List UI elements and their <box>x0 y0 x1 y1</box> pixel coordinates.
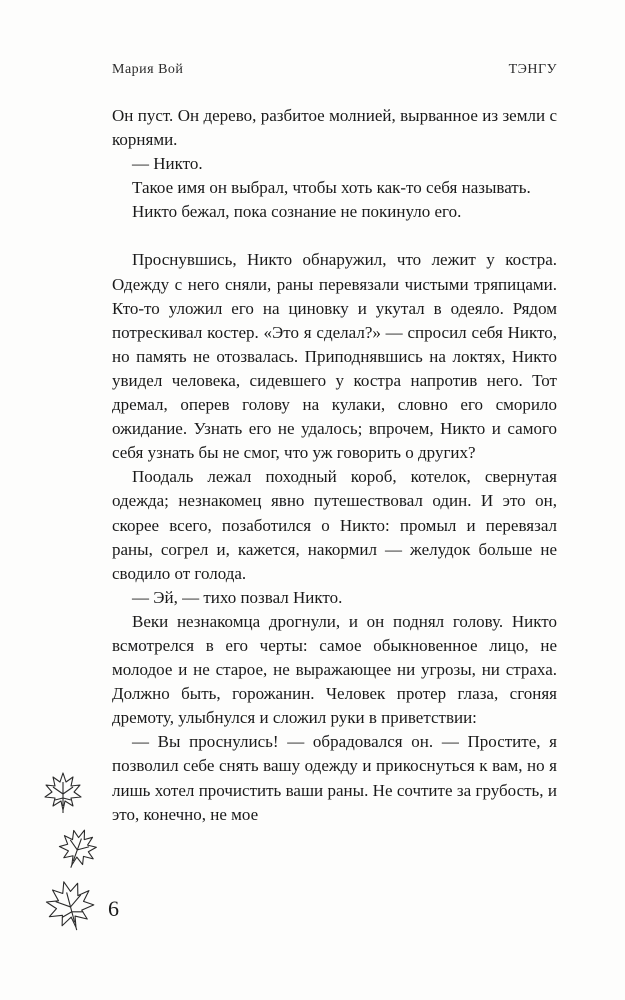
paragraph: Он пуст. Он дерево, разбитое молнией, вырванное из земли с корнями. <box>112 106 557 150</box>
header-book-title: ТЭНГУ <box>508 62 557 77</box>
paragraph: Веки незнакомца дрогнули, и он поднял голову. Никто всмотрелся в его черты: самое обыкновенное лицо, не молодое и не старое, не выражающее ни угрозы, ни страха. Должно быть, горожанин. Человек протер глаза, сгоняя дремоту, улыбнулся и сложил руки в приветствии: <box>112 611 557 728</box>
paragraph: Проснувшись, Никто обнаружил, что лежит у костра. Одежду с него сняли, раны перевязали чистыми тряпицами. Кто-то уложил его на циновку и укутал в одеяло. Рядом потрескивал костер. «Это я сделал?» — спросил себя Никто, но память не отозвалась. Приподнявшись на локтях, Никто увидел человека, сидевшего у костра напротив него. Тот дремал, оперев голову на кулаки, словно его сморило ожидание. Узнать его не удалось; впрочем, Никто и самого себя узнать бы не смог, что уж говорить о других? <box>112 250 557 463</box>
paragraph: — Никто. <box>132 154 203 174</box>
paragraph: Такое имя он выбрал, чтобы хоть как-то себя называть. <box>132 178 531 198</box>
running-header <box>112 62 557 78</box>
section-break <box>112 224 557 248</box>
body-text <box>112 104 557 827</box>
paragraph: Никто бежал, пока сознание не покинуло его. <box>132 202 462 222</box>
header-author: Мария Вой <box>112 62 184 77</box>
maple-leaf-icon <box>42 770 84 814</box>
paragraph: — Эй, — тихо позвал Никто. <box>132 587 343 607</box>
maple-leaf-icon <box>58 826 98 870</box>
paragraph: — Вы проснулись! — обрадовался он. — Простите, я позволил себе снять вашу одежду и прикоснуться к вам, но я лишь хотел прочистить ваши раны. Не сочтите за грубость, и это, конечно, не мое <box>112 732 557 824</box>
paragraph: Поодаль лежал походный короб, котелок, свернутая одежда; незнакомец явно путешествовал один. И это он, скорее всего, позаботился о Никто: промыл и перевязал раны, согрел и, кажется, накормил — желудок больше не сводило от голода. <box>112 467 557 583</box>
maple-leaf-icon <box>44 878 96 932</box>
page-number: 6 <box>108 896 119 921</box>
